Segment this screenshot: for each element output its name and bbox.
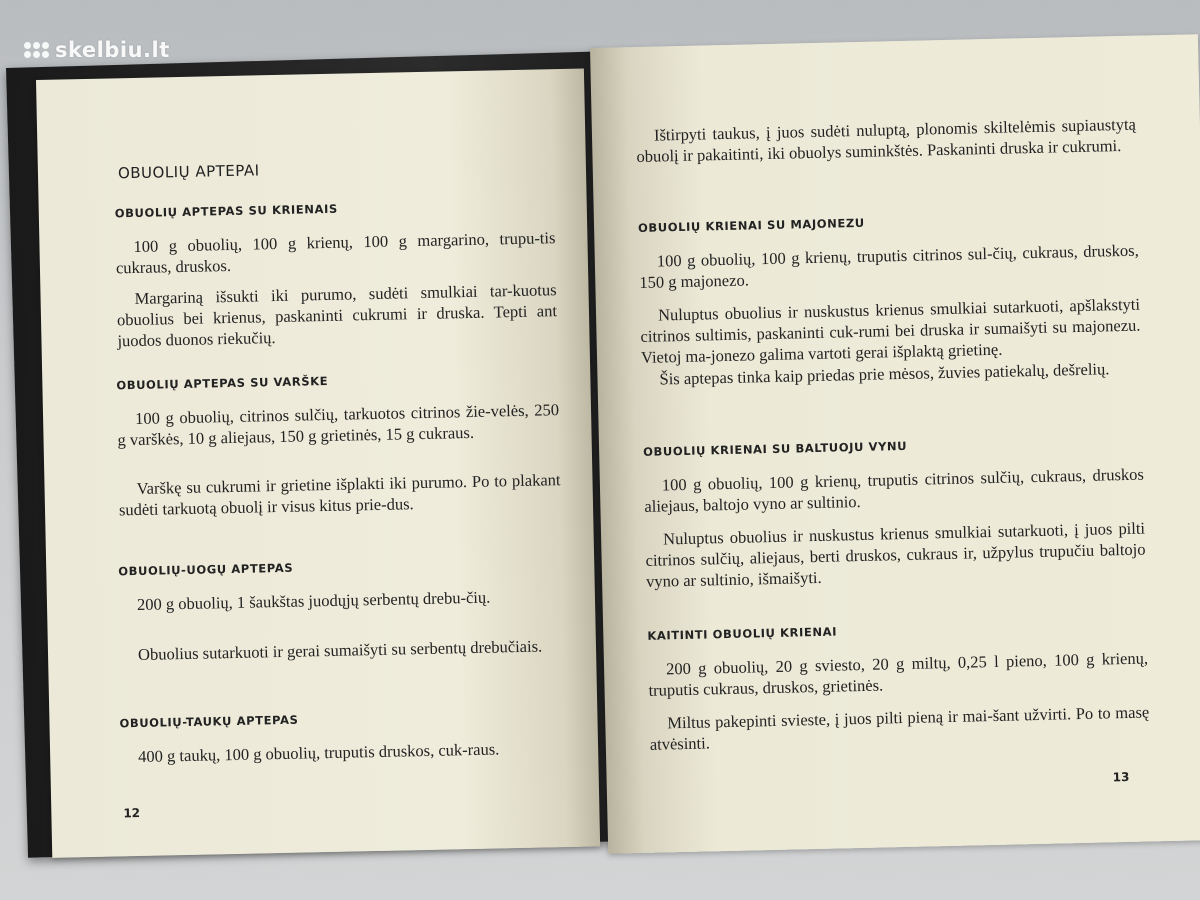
recipe-method: Nuluptus obuolius ir nuskustus krienus smulkiai sutarkuoti, apšlakstyti citrinos sultimis, paskaninti cuk-rumi bei druska ir sumaišyti su majonezu. Vietoj ma-jonezo galima vartoti gerai išplaktą grietinę. xyxy=(640,294,1141,367)
recipe-title: KAITINTI OBUOLIŲ KRIENAI xyxy=(647,624,838,643)
page-number: 12 xyxy=(123,805,141,821)
recipe-title: OBUOLIŲ KRIENAI SU MAJONEZU xyxy=(637,215,865,235)
watermark-dots-icon xyxy=(24,42,49,58)
recipe-continuation: Ištirpyti taukus, į juos sudėti nuluptą, plonomis skiltelėmis supiaustytą obuolį ir pakaitinti, iki obuolys suminkštės. Paskaninti druska ir cukrumi. xyxy=(636,114,1137,166)
recipe-ingredients: 200 g obuolių, 1 šaukštas juodųjų serbentų drebu-čių. xyxy=(136,587,491,614)
section-title: OBUOLIŲ APTEPAI xyxy=(117,161,260,183)
recipe-ingredients: 100 g obuolių, 100 g krienų, 100 g margarino, trupu-tis cukraus, druskos. xyxy=(115,228,556,278)
recipe-title: OBUOLIŲ KRIENAI SU BALTUOJU VYNU xyxy=(643,438,908,459)
recipe-method: Varškę su cukrumi ir grietine išplakti iki purumo. Po to plakant sudėti tarkuotą obuolį ir visus kitus prie-dus. xyxy=(118,470,561,520)
recipe-method: Margariną išsukti iki purumo, sudėti smulkiai tar-kuotus obuolius bei krienus, paskaninti cukrumi ir druska. Tepti ant juodos duonos riekučių. xyxy=(116,280,558,351)
watermark-text: skelbiu.lt xyxy=(55,38,170,62)
recipe-title: OBUOLIŲ-UOGŲ APTEPAS xyxy=(118,560,294,579)
left-page xyxy=(36,69,600,858)
recipe-method: Miltus pakepinti svieste, į juos pilti pieną ir mai-šant užvirti. Po to masę atvėsinti. xyxy=(649,702,1150,754)
page-number: 13 xyxy=(1112,769,1130,785)
recipe-note: Šis aptepas tinka kaip priedas prie mėsos, žuvies patiekalų, dešrelių. xyxy=(659,359,1110,389)
recipe-title: OBUOLIŲ APTEPAS SU VARŠKE xyxy=(116,373,329,393)
recipe-ingredients: 100 g obuolių, 100 g krienų, truputis citrinos sul-čių, cukraus, druskos, 150 g majonezo. xyxy=(639,240,1139,292)
watermark xyxy=(24,38,170,62)
recipe-ingredients: 100 g obuolių, citrinos sulčių, tarkuotos citrinos žie-velės, 250 g varškės, 10 g aliejaus, 150 g grietinės, 15 g cukraus. xyxy=(117,400,560,450)
recipe-title: OBUOLIŲ-TAUKŲ APTEPAS xyxy=(119,712,299,731)
recipe-title: OBUOLIŲ APTEPAS SU KRIENAIS xyxy=(114,201,338,221)
recipe-method: Obuolius sutarkuoti ir gerai sumaišyti su serbentų drebučiais. xyxy=(137,636,543,664)
recipe-ingredients: 100 g obuolių, 100 g krienų, truputis citrinos sulčių, cukraus, druskos aliejaus, baltojo vyno ar sultinio. xyxy=(644,464,1145,516)
recipe-ingredients: 200 g obuolių, 20 g sviesto, 20 g miltų, 0,25 l pieno, 100 g krienų, truputis cukraus, druskos, grietinės. xyxy=(648,648,1149,700)
right-page xyxy=(590,34,1200,854)
recipe-ingredients: 400 g taukų, 100 g obuolių, truputis druskos, cuk-raus. xyxy=(137,739,500,767)
recipe-method: Nuluptus obuolius ir nuskustus krienus smulkiai sutarkuoti, į juos pilti citrinos sulčių, aliejaus, berti druskos, cukraus ir, užpylus trupučiu baltojo vyno ar sultinio, išmaišyti. xyxy=(645,518,1146,591)
